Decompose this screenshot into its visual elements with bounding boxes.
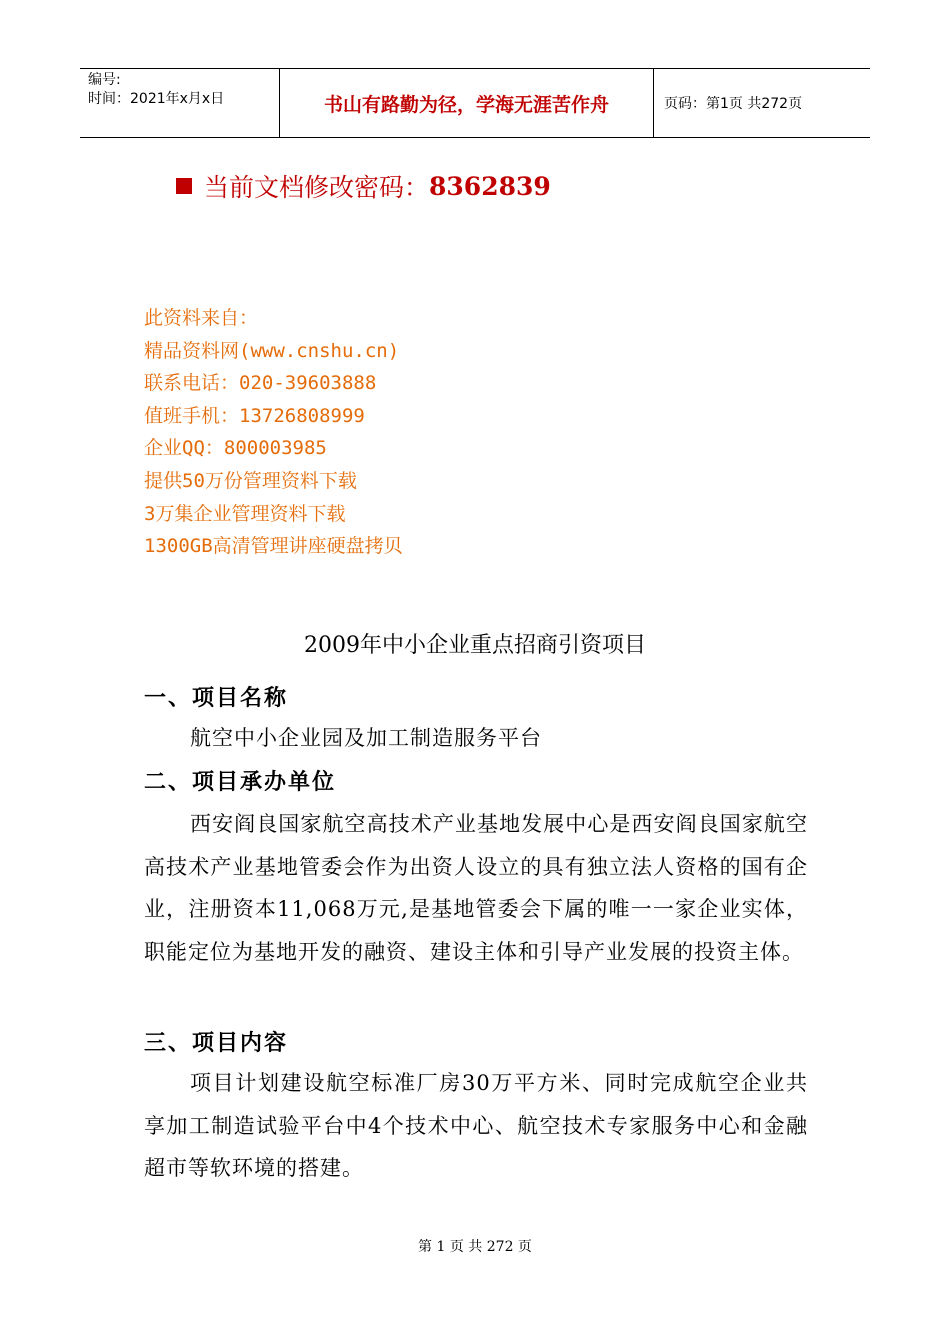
source-line: 此资料来自： (144, 307, 259, 329)
source-info (144, 302, 403, 563)
section-body: 航空中小企业园及加工制造服务平台 (190, 726, 542, 750)
page-header (80, 68, 870, 138)
password-line (176, 168, 551, 204)
source-line: 3万集企业管理资料下载 (144, 502, 346, 525)
source-line: 值班手机：13726808999 (144, 404, 365, 427)
source-line: 提供50万份管理资料下载 (144, 469, 357, 492)
header-page-info: 页码：第1页 共272页 (664, 96, 803, 112)
section-heading: 三、项目内容 (144, 1030, 289, 1056)
section-heading: 二、项目承办单位 (144, 769, 337, 795)
source-line: 精品资料网(www.cnshu.cn) (144, 339, 400, 362)
section-body: 西安阎良国家航空高技术产业基地发展中心是西安阎良国家航空高技术产业基地管委会作为出资人设立的具有独立法人资格的国有企业，注册资本11,068万元,是基地管委会下属的唯一一家企业实体，职能定位为基地开发的融资、建设主体和引导产业发展的投资主体。 (144, 812, 808, 964)
header-meta (80, 69, 280, 137)
document-title: 2009年中小企业重点招商引资项目 (304, 633, 646, 658)
time-label: 时间：2021年x月x日 (88, 91, 225, 107)
square-bullet-icon (176, 178, 192, 194)
header-motto: 书山有路勤为径，学海无涯苦作舟 (280, 69, 654, 137)
section-body: 项目计划建设航空标准厂房30万平方米、同时完成航空企业共享加工制造试验平台中4个技术中心、航空技术专家服务中心和金融超市等软环境的搭建。 (144, 1071, 808, 1181)
password-code: 8362839 (429, 171, 551, 201)
password-label: 当前文档修改密码： (204, 173, 430, 202)
source-line: 企业QQ：800003985 (144, 437, 327, 460)
source-line: 1300GB高清管理讲座硬盘拷贝 (144, 535, 403, 558)
number-label: 编号: (88, 72, 121, 88)
section-heading: 一、项目名称 (144, 685, 289, 711)
source-line: 联系电话：020-39603888 (144, 372, 377, 395)
page-footer: 第 1 页 共 272 页 (418, 1239, 532, 1255)
